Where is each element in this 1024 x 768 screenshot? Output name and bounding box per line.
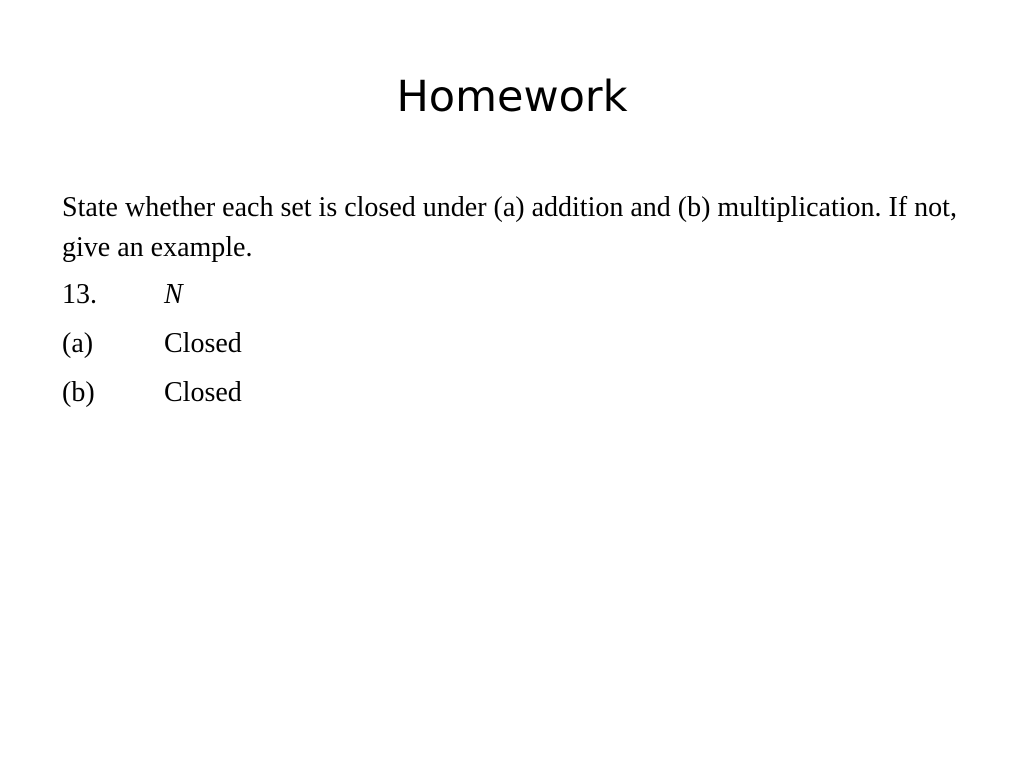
answer-label-b: (b) — [62, 377, 95, 408]
slide-body — [62, 188, 962, 422]
slide-title: Homework — [396, 72, 628, 122]
answer-value-a: Closed — [164, 328, 242, 359]
problem-row — [62, 275, 962, 324]
answer-label-a: (a) — [62, 328, 94, 359]
problem-number: 13. — [62, 279, 97, 310]
answer-row-a — [62, 324, 962, 373]
problem-prompt: State whether each set is closed under (a) addition and (b) multiplication. If not, give an example. — [62, 192, 957, 263]
answer-row-b — [62, 373, 962, 422]
answer-value-b: Closed — [164, 377, 242, 408]
problem-set: N — [164, 279, 183, 310]
